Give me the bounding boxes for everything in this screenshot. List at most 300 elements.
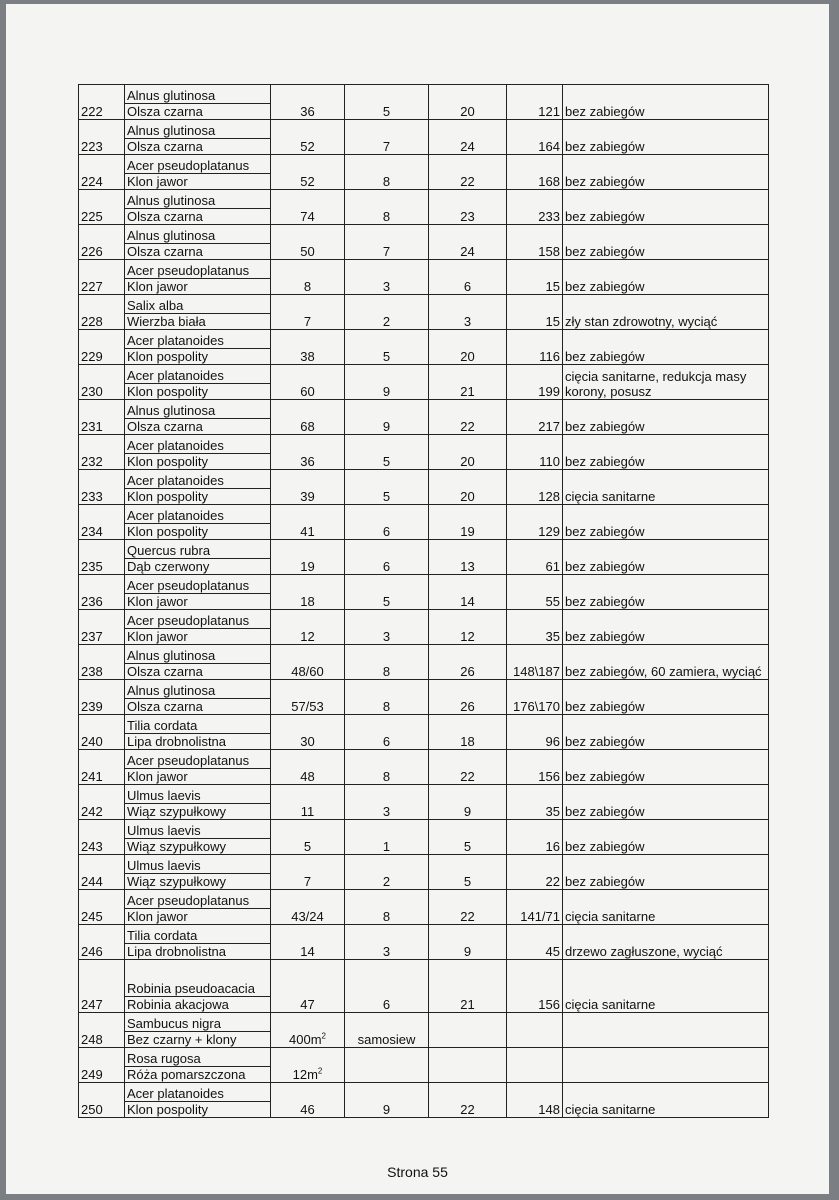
measure-value: 60 <box>300 384 315 399</box>
measure-cell-1 <box>271 610 345 645</box>
species-cell <box>125 505 271 540</box>
tree-number-cell: 235 <box>79 540 125 575</box>
table-row <box>79 190 769 225</box>
tree-number-cell: 228 <box>79 295 125 330</box>
species-cell <box>125 750 271 785</box>
table-row <box>79 505 769 540</box>
table-row <box>79 820 769 855</box>
polish-name: Olsza czarna <box>127 139 203 154</box>
measure-value: 47 <box>300 997 315 1012</box>
treatment-note-cell: cięcia sanitarne, redukcja masy korony, posusz <box>563 365 769 400</box>
treatment-note-cell: bez zabiegów <box>563 435 769 470</box>
measure-cell-1 <box>271 1048 345 1083</box>
measure-cell-1 <box>271 575 345 610</box>
measure-value: 48 <box>300 769 315 784</box>
table-row <box>79 155 769 190</box>
measure-cell-3: 14 <box>429 575 507 610</box>
polish-name: Klon pospolity <box>127 349 208 364</box>
document-page <box>6 4 829 1194</box>
latin-name: Robinia pseudoacacia <box>125 981 270 997</box>
measure-cell-2: 3 <box>345 785 429 820</box>
measure-value: 74 <box>300 209 315 224</box>
treatment-note-cell: drzewo zagłuszone, wyciąć <box>563 925 769 960</box>
measure-value: 43/24 <box>291 909 324 924</box>
measure-value: 400m <box>289 1032 322 1047</box>
table-row <box>79 330 769 365</box>
treatment-note-cell: bez zabiegów <box>563 225 769 260</box>
polish-name: Klon pospolity <box>127 454 208 469</box>
latin-name: Acer pseudoplatanus <box>125 753 270 769</box>
measure-cell-3: 22 <box>429 155 507 190</box>
measure-cell-1 <box>271 645 345 680</box>
measure-cell-1 <box>271 960 345 1013</box>
polish-name: Olsza czarna <box>127 244 203 259</box>
measure-cell-4: 116 <box>507 330 563 365</box>
measure-cell-4: 233 <box>507 190 563 225</box>
table-row <box>79 120 769 155</box>
table-row <box>79 680 769 715</box>
measure-cell-4: 110 <box>507 435 563 470</box>
treatment-note-cell: cięcia sanitarne <box>563 890 769 925</box>
species-cell <box>125 225 271 260</box>
measure-cell-4: 55 <box>507 575 563 610</box>
treatment-note-cell: bez zabiegów <box>563 610 769 645</box>
tree-number-cell: 224 <box>79 155 125 190</box>
tree-number-cell: 244 <box>79 855 125 890</box>
measure-cell-3 <box>429 1013 507 1048</box>
tree-number-cell: 238 <box>79 645 125 680</box>
measure-cell-2: 5 <box>345 435 429 470</box>
species-cell <box>125 540 271 575</box>
table-row <box>79 1048 769 1083</box>
measure-cell-4: 61 <box>507 540 563 575</box>
latin-name: Acer pseudoplatanus <box>125 578 270 594</box>
measure-cell-3: 26 <box>429 680 507 715</box>
measure-cell-3: 5 <box>429 855 507 890</box>
measure-cell-2: 3 <box>345 260 429 295</box>
latin-name: Alnus glutinosa <box>125 648 270 664</box>
polish-name: Klon pospolity <box>127 384 208 399</box>
tree-number-cell: 249 <box>79 1048 125 1083</box>
measure-cell-1 <box>271 750 345 785</box>
measure-cell-2: 5 <box>345 575 429 610</box>
measure-cell-4: 35 <box>507 610 563 645</box>
table-row <box>79 295 769 330</box>
polish-name: Klon jawor <box>127 769 188 784</box>
treatment-note-cell: bez zabiegów <box>563 575 769 610</box>
measure-cell-2: 8 <box>345 750 429 785</box>
measure-value: 36 <box>300 454 315 469</box>
measure-value: 7 <box>303 874 312 889</box>
measure-cell-2: 8 <box>345 190 429 225</box>
measure-value: 52 <box>300 174 315 189</box>
latin-name: Acer pseudoplatanus <box>125 893 270 909</box>
tree-number-cell: 230 <box>79 365 125 400</box>
measure-cell-4: 156 <box>507 960 563 1013</box>
species-cell <box>125 855 271 890</box>
treatment-note-cell: bez zabiegów <box>563 820 769 855</box>
tree-number-cell: 239 <box>79 680 125 715</box>
measure-cell-3: 22 <box>429 750 507 785</box>
measure-cell-3: 24 <box>429 225 507 260</box>
treatment-note-cell: cięcia sanitarne <box>563 960 769 1013</box>
treatment-note-cell: bez zabiegów <box>563 155 769 190</box>
treatment-note-cell: bez zabiegów <box>563 750 769 785</box>
measure-cell-2: 2 <box>345 295 429 330</box>
measure-cell-2: 9 <box>345 1083 429 1118</box>
measure-cell-2: 5 <box>345 470 429 505</box>
latin-name: Alnus glutinosa <box>125 88 270 104</box>
polish-name: Wiąz szypułkowy <box>127 839 226 854</box>
measure-cell-3: 20 <box>429 435 507 470</box>
table-row <box>79 785 769 820</box>
measure-cell-1 <box>271 505 345 540</box>
measure-cell-4: 15 <box>507 260 563 295</box>
latin-name: Ulmus laevis <box>125 858 270 874</box>
tree-number-cell: 247 <box>79 960 125 1013</box>
polish-name: Dąb czerwony <box>127 559 210 574</box>
measure-cell-1 <box>271 715 345 750</box>
polish-name: Wiąz szypułkowy <box>127 804 226 819</box>
measure-cell-4 <box>507 1013 563 1048</box>
polish-name: Klon jawor <box>127 909 188 924</box>
measure-cell-4: 148 <box>507 1083 563 1118</box>
latin-name: Tilia cordata <box>125 928 270 944</box>
table-row <box>79 1013 769 1048</box>
polish-name: Olsza czarna <box>127 104 203 119</box>
treatment-note-cell: cięcia sanitarne <box>563 1083 769 1118</box>
species-cell <box>125 295 271 330</box>
treatment-note-cell: bez zabiegów <box>563 505 769 540</box>
measure-cell-1 <box>271 365 345 400</box>
measure-cell-4: 96 <box>507 715 563 750</box>
measure-cell-4: 128 <box>507 470 563 505</box>
treatment-note-cell: bez zabiegów <box>563 785 769 820</box>
species-cell <box>125 680 271 715</box>
species-cell <box>125 190 271 225</box>
polish-name: Klon pospolity <box>127 489 208 504</box>
table-body <box>79 85 769 1118</box>
measure-value: 38 <box>300 349 315 364</box>
measure-cell-1 <box>271 120 345 155</box>
measure-value: 12 <box>300 629 315 644</box>
measure-cell-2: 3 <box>345 610 429 645</box>
measure-cell-2: samosiew <box>345 1013 429 1048</box>
measure-cell-3: 9 <box>429 925 507 960</box>
table-row <box>79 960 769 1013</box>
latin-name: Acer platanoides <box>125 438 270 454</box>
table-row <box>79 645 769 680</box>
tree-number-cell: 227 <box>79 260 125 295</box>
table-row <box>79 400 769 435</box>
table-row <box>79 890 769 925</box>
measure-cell-2: 5 <box>345 330 429 365</box>
latin-name: Acer platanoides <box>125 473 270 489</box>
measure-cell-2: 9 <box>345 400 429 435</box>
tree-number-cell: 237 <box>79 610 125 645</box>
species-cell <box>125 820 271 855</box>
polish-name: Róża pomarszczona <box>127 1067 246 1082</box>
measure-cell-1 <box>271 330 345 365</box>
latin-name: Ulmus laevis <box>125 823 270 839</box>
measure-cell-3: 19 <box>429 505 507 540</box>
measure-cell-1 <box>271 1013 345 1048</box>
measure-cell-3: 3 <box>429 295 507 330</box>
tree-number-cell: 248 <box>79 1013 125 1048</box>
polish-name: Klon jawor <box>127 629 188 644</box>
measure-cell-2: 5 <box>345 85 429 120</box>
measure-value: 5 <box>303 839 312 854</box>
species-cell <box>125 645 271 680</box>
measure-value: 48/60 <box>291 664 324 679</box>
measure-cell-2 <box>345 1048 429 1083</box>
measure-cell-1 <box>271 435 345 470</box>
measure-cell-1 <box>271 155 345 190</box>
polish-name: Klon pospolity <box>127 524 208 539</box>
measure-cell-3: 20 <box>429 470 507 505</box>
measure-cell-4: 156 <box>507 750 563 785</box>
measure-cell-2: 6 <box>345 960 429 1013</box>
measure-cell-3: 5 <box>429 820 507 855</box>
tree-number-cell: 225 <box>79 190 125 225</box>
treatment-note-cell: zły stan zdrowotny, wyciąć <box>563 295 769 330</box>
polish-name: Klon jawor <box>127 279 188 294</box>
table-row <box>79 225 769 260</box>
tree-number-cell: 236 <box>79 575 125 610</box>
polish-name: Klon jawor <box>127 594 188 609</box>
measure-cell-2: 7 <box>345 225 429 260</box>
measure-cell-4: 199 <box>507 365 563 400</box>
latin-name: Salix alba <box>125 298 270 314</box>
measure-cell-2: 6 <box>345 540 429 575</box>
table-row <box>79 435 769 470</box>
treatment-note-cell: bez zabiegów <box>563 85 769 120</box>
measure-cell-2: 6 <box>345 505 429 540</box>
latin-name: Acer platanoides <box>125 508 270 524</box>
species-cell <box>125 470 271 505</box>
species-cell <box>125 1048 271 1083</box>
tree-number-cell: 245 <box>79 890 125 925</box>
measure-cell-1 <box>271 190 345 225</box>
table-row <box>79 540 769 575</box>
latin-name: Alnus glutinosa <box>125 683 270 699</box>
polish-name: Lipa drobnolistna <box>127 944 227 959</box>
measure-value: 50 <box>300 244 315 259</box>
measure-cell-1 <box>271 400 345 435</box>
tree-number-cell: 240 <box>79 715 125 750</box>
measure-cell-3: 13 <box>429 540 507 575</box>
polish-name: Lipa drobnolistna <box>127 734 227 749</box>
measure-value: 12m <box>292 1067 318 1082</box>
polish-name: Olsza czarna <box>127 699 203 714</box>
measure-value: 18 <box>300 594 315 609</box>
measure-cell-3: 22 <box>429 890 507 925</box>
measure-cell-3: 20 <box>429 85 507 120</box>
measure-cell-2: 8 <box>345 890 429 925</box>
measure-cell-4: 121 <box>507 85 563 120</box>
table-row <box>79 1083 769 1118</box>
polish-name: Olsza czarna <box>127 209 203 224</box>
treatment-note-cell: bez zabiegów <box>563 540 769 575</box>
measure-cell-1 <box>271 1083 345 1118</box>
tree-number-cell: 226 <box>79 225 125 260</box>
tree-number-cell: 231 <box>79 400 125 435</box>
species-cell <box>125 785 271 820</box>
tree-number-cell: 222 <box>79 85 125 120</box>
measure-cell-1 <box>271 295 345 330</box>
measure-value: 68 <box>300 419 315 434</box>
measure-cell-3: 18 <box>429 715 507 750</box>
tree-number-cell: 223 <box>79 120 125 155</box>
measure-cell-1 <box>271 785 345 820</box>
measure-cell-3 <box>429 1048 507 1083</box>
treatment-note-cell <box>563 1013 769 1048</box>
measure-cell-1 <box>271 925 345 960</box>
polish-name: Klon pospolity <box>127 1102 208 1117</box>
latin-name: Quercus rubra <box>125 543 270 559</box>
measure-cell-2: 8 <box>345 155 429 190</box>
measure-cell-2: 2 <box>345 855 429 890</box>
measure-value: 46 <box>300 1102 315 1117</box>
measure-value: 8 <box>303 279 312 294</box>
polish-name: Wiąz szypułkowy <box>127 874 226 889</box>
latin-name: Acer platanoides <box>125 368 270 384</box>
table-row <box>79 575 769 610</box>
table-row <box>79 925 769 960</box>
tree-number-cell: 229 <box>79 330 125 365</box>
treatment-note-cell: bez zabiegów <box>563 855 769 890</box>
measure-cell-1 <box>271 85 345 120</box>
latin-name: Alnus glutinosa <box>125 403 270 419</box>
measure-cell-4: 35 <box>507 785 563 820</box>
treatment-note-cell: cięcia sanitarne <box>563 470 769 505</box>
species-cell <box>125 120 271 155</box>
measure-cell-2: 9 <box>345 365 429 400</box>
measure-cell-3: 12 <box>429 610 507 645</box>
measure-cell-3: 23 <box>429 190 507 225</box>
treatment-note-cell: bez zabiegów <box>563 190 769 225</box>
table-row <box>79 610 769 645</box>
measure-cell-3: 21 <box>429 365 507 400</box>
measure-cell-2: 6 <box>345 715 429 750</box>
latin-name: Alnus glutinosa <box>125 123 270 139</box>
table-row <box>79 750 769 785</box>
latin-name: Alnus glutinosa <box>125 228 270 244</box>
measure-cell-4: 176\170 <box>507 680 563 715</box>
table-row <box>79 85 769 120</box>
measure-value: 57/53 <box>291 699 324 714</box>
species-cell <box>125 715 271 750</box>
table-row <box>79 470 769 505</box>
treatment-note-cell: bez zabiegów, 60 zamiera, wyciąć <box>563 645 769 680</box>
measure-value: 52 <box>300 139 315 154</box>
table-row <box>79 855 769 890</box>
latin-name: Acer platanoides <box>125 1086 270 1102</box>
measure-cell-1 <box>271 225 345 260</box>
measure-cell-4: 217 <box>507 400 563 435</box>
treatment-note-cell: bez zabiegów <box>563 260 769 295</box>
measure-value: 7 <box>303 314 312 329</box>
measure-value: 14 <box>300 944 315 959</box>
measure-cell-1 <box>271 540 345 575</box>
tree-number-cell: 234 <box>79 505 125 540</box>
measure-cell-3: 24 <box>429 120 507 155</box>
measure-cell-4 <box>507 1048 563 1083</box>
measure-cell-2: 3 <box>345 925 429 960</box>
latin-name: Acer platanoides <box>125 333 270 349</box>
species-cell <box>125 400 271 435</box>
measure-value: 30 <box>300 734 315 749</box>
treatment-note-cell: bez zabiegów <box>563 120 769 155</box>
page-number: Strona 55 <box>387 1164 448 1180</box>
measure-cell-1 <box>271 260 345 295</box>
latin-name: Alnus glutinosa <box>125 193 270 209</box>
table-row <box>79 365 769 400</box>
tree-number-cell: 233 <box>79 470 125 505</box>
species-cell <box>125 575 271 610</box>
measure-cell-1 <box>271 820 345 855</box>
tree-number-cell: 241 <box>79 750 125 785</box>
table-row <box>79 715 769 750</box>
measure-cell-3: 6 <box>429 260 507 295</box>
measure-cell-4: 148\187 <box>507 645 563 680</box>
species-cell <box>125 155 271 190</box>
polish-name: Klon jawor <box>127 174 188 189</box>
polish-name: Olsza czarna <box>127 419 203 434</box>
measure-cell-4: 158 <box>507 225 563 260</box>
species-cell <box>125 925 271 960</box>
superscript-unit: 2 <box>321 1031 326 1041</box>
measure-cell-4: 45 <box>507 925 563 960</box>
species-cell <box>125 365 271 400</box>
measure-value: 41 <box>300 524 315 539</box>
measure-cell-1 <box>271 470 345 505</box>
treatment-note-cell: bez zabiegów <box>563 400 769 435</box>
latin-name: Acer pseudoplatanus <box>125 613 270 629</box>
species-cell <box>125 330 271 365</box>
tree-number-cell: 250 <box>79 1083 125 1118</box>
tree-number-cell: 243 <box>79 820 125 855</box>
measure-cell-4: 168 <box>507 155 563 190</box>
species-cell <box>125 435 271 470</box>
species-cell <box>125 890 271 925</box>
measure-cell-3: 20 <box>429 330 507 365</box>
latin-name: Rosa rugosa <box>125 1051 270 1067</box>
measure-cell-1 <box>271 680 345 715</box>
measure-cell-2: 8 <box>345 645 429 680</box>
treatment-note-cell: bez zabiegów <box>563 715 769 750</box>
measure-cell-3: 22 <box>429 1083 507 1118</box>
measure-cell-1 <box>271 890 345 925</box>
species-cell <box>125 610 271 645</box>
species-cell <box>125 260 271 295</box>
tree-number-cell: 242 <box>79 785 125 820</box>
measure-cell-4: 16 <box>507 820 563 855</box>
latin-name: Acer pseudoplatanus <box>125 158 270 174</box>
measure-cell-4: 141/71 <box>507 890 563 925</box>
latin-name: Ulmus laevis <box>125 788 270 804</box>
latin-name: Sambucus nigra <box>125 1016 270 1032</box>
measure-cell-2: 7 <box>345 120 429 155</box>
species-cell <box>125 960 271 1013</box>
measure-cell-2: 8 <box>345 680 429 715</box>
treatment-note-cell <box>563 1048 769 1083</box>
treatment-note-cell: bez zabiegów <box>563 330 769 365</box>
measure-cell-4: 164 <box>507 120 563 155</box>
measure-cell-3: 26 <box>429 645 507 680</box>
polish-name: Wierzba biała <box>127 314 206 329</box>
polish-name: Olsza czarna <box>127 664 203 679</box>
